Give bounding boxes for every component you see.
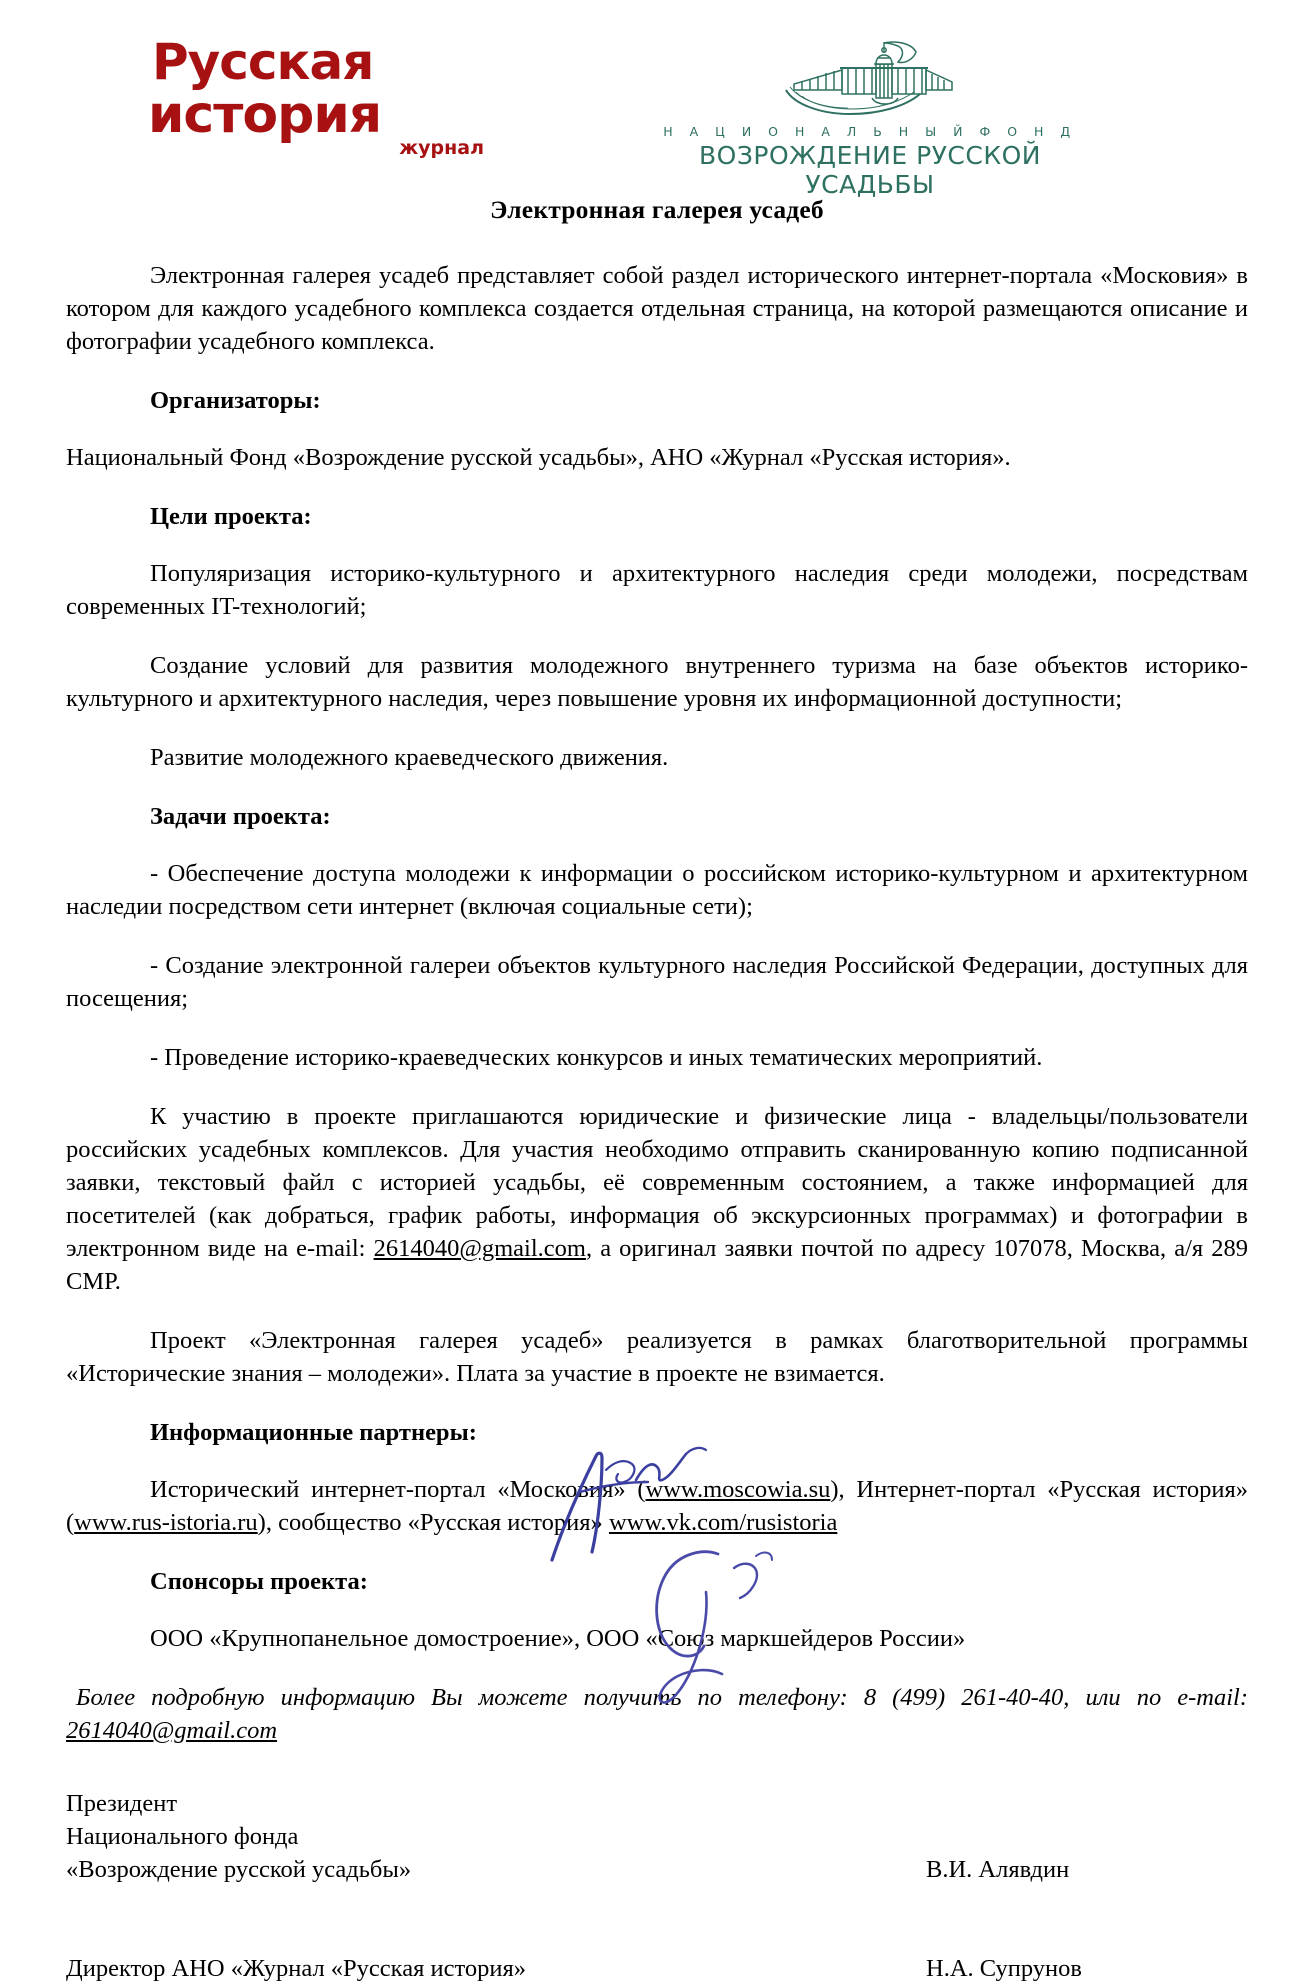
sponsors-text: ООО «Крупнопанельное домостроение», ООО «Союз маркшейдеров России» bbox=[150, 1625, 966, 1652]
signer2-name: Н.А. Супрунов bbox=[926, 1955, 1082, 1982]
national-fund-logo bbox=[660, 38, 1080, 199]
goal-item-1: Популяризация историко-культурного и архитектурного наследия среди молодежи, посредствам современных IT-технологий; bbox=[66, 560, 1248, 620]
task-item-3: - Проведение историко-краеведческих конкурсов и иных тематических мероприятий. bbox=[150, 1044, 1043, 1071]
russkaya-istoriya-logo bbox=[148, 33, 488, 159]
organizers-heading: Организаторы: bbox=[150, 387, 321, 414]
intro-paragraph: Электронная галерея усадеб представляет собой раздел исторического интернет-портала «Московия» в котором для каждого усадебного комплекса создается отдельная страница, на которой размещаются описание и фотографии усадебного комплекса. bbox=[66, 262, 1248, 355]
signer1-role-line2: Национального фонда bbox=[66, 1823, 299, 1850]
partners-text-part2: ), Интернет-портал «Русская история» ( bbox=[66, 1476, 1248, 1536]
participation-paragraph bbox=[66, 1100, 1248, 1298]
rus-istoria-link[interactable]: www.rus-istoria.ru bbox=[74, 1509, 258, 1536]
page-title: Электронная галерея усадеб bbox=[490, 195, 824, 224]
goal-item-2: Создание условий для развития молодежного внутреннего туризма на базе объектов историко-культурного и архитектурного наследия, через повышение уровня их информационной доступности; bbox=[66, 652, 1248, 712]
goal-item-3: Развитие молодежного краеведческого движения. bbox=[150, 744, 669, 771]
moscowia-link[interactable]: www.moscowia.su bbox=[645, 1476, 831, 1503]
partners-heading: Информационные партнеры: bbox=[150, 1419, 477, 1446]
partners-paragraph bbox=[66, 1473, 1248, 1539]
task-item-2: - Создание электронной галереи объектов культурного наследия Российской Федерации, доступных для посещения; bbox=[66, 952, 1248, 1012]
logo-right-line2: ВОЗРОЖДЕНИЕ РУССКОЙ УСАДЬБЫ bbox=[699, 141, 1041, 199]
signer1-role-line3: «Возрождение русской усадьбы» bbox=[66, 1856, 412, 1883]
signature-block bbox=[66, 1787, 1248, 1985]
contact-paragraph bbox=[66, 1681, 1248, 1747]
participation-email-link[interactable]: 2614040@gmail.com bbox=[373, 1235, 586, 1262]
sponsors-heading: Спонсоры проекта: bbox=[150, 1568, 368, 1595]
signer2-signature-area bbox=[626, 1952, 926, 1985]
contact-text: Более подробную информацию Вы можете получить по телефону: 8 (499) 261-40-40, или по e-mail: bbox=[76, 1684, 1248, 1711]
logo-left-line3: журнал bbox=[399, 137, 484, 159]
participation-text-part2: , а оригинал заявки почтой по адресу 107078, Москва, а/я 289 СМР. bbox=[66, 1235, 1248, 1295]
goals-heading: Цели проекта: bbox=[150, 503, 312, 530]
contact-email-link[interactable]: 2614040@gmail.com bbox=[66, 1717, 278, 1744]
logo-left-line2: история bbox=[148, 85, 382, 145]
vk-rusistoria-link[interactable]: www.vk.com/rusistoria bbox=[608, 1509, 838, 1536]
signer1-role-line1: Президент bbox=[66, 1790, 178, 1817]
logo-right-line1: Н А Ц И О Н А Л Ь Н Ы Й Ф О Н Д bbox=[663, 124, 1077, 139]
logo-left-line1: Русская bbox=[152, 33, 374, 91]
partners-text-part3: ), сообщество «Русская история» bbox=[257, 1509, 609, 1536]
signer1-name: В.И. Алявдин bbox=[926, 1856, 1070, 1883]
manor-house-emblem bbox=[660, 38, 1080, 116]
signer1-role bbox=[66, 1787, 626, 1886]
signer2-role: Директор АНО «Журнал «Русская история» bbox=[66, 1955, 526, 1982]
signature-row-director bbox=[66, 1952, 1248, 1985]
signature-row-president bbox=[66, 1787, 1248, 1886]
document-header bbox=[0, 0, 1290, 199]
partners-text-part1: Исторический интернет-портал «Московия» ( bbox=[150, 1476, 646, 1503]
document-body bbox=[66, 195, 1248, 1985]
program-paragraph: Проект «Электронная галерея усадеб» реализуется в рамках благотворительной программы «Исторические знания – молодежи». Плата за участие в проекте не взимается. bbox=[66, 1327, 1248, 1387]
task-item-1: - Обеспечение доступа молодежи к информации о российском историко-культурном и архитектурном наследии посредством сети интернет (включая социальные сети); bbox=[66, 860, 1248, 920]
participation-text-part1: К участию в проекте приглашаются юридические и физические лица - владельцы/пользователи российских усадебных комплексов. Для участия необходимо отправить сканированную копию подписанной заявки, текстовый файл с историей усадьбы, её современным состоянием, а также информацией для посетителей (как добраться, график работы, информация об экскурсионных программах) и фотографии в электронном виде на e-mail: bbox=[66, 1103, 1248, 1262]
organizers-text: Национальный Фонд «Возрождение русской усадьбы», АНО «Журнал «Русская история». bbox=[66, 444, 1011, 471]
tasks-heading: Задачи проекта: bbox=[150, 803, 331, 830]
